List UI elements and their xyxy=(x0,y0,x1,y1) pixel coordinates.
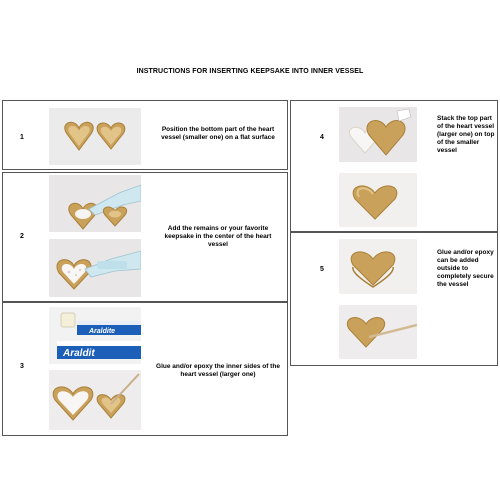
photo-heart-vessel-side xyxy=(339,239,417,294)
photo-stacking-vessel xyxy=(339,107,417,162)
step-5-panel xyxy=(290,232,498,366)
photo-adding-keepsake xyxy=(49,175,141,232)
step-number: 2 xyxy=(20,233,24,240)
step-text: Position the bottom part of the heart vessel (smaller one) on a flat surface xyxy=(161,126,275,141)
photo-filled-heart-vessel xyxy=(49,239,141,297)
step-number: 1 xyxy=(20,134,24,141)
step-number: 5 xyxy=(320,266,324,273)
photo-epoxy-outside xyxy=(339,305,417,359)
photo-glue-tube xyxy=(49,307,141,364)
step-1-panel xyxy=(2,100,288,170)
step-text: Add the remains or your favorite keepsake in the center of the heart vessel xyxy=(164,225,272,248)
page-title: INSTRUCTIONS FOR INSERTING KEEPSAKE INTO INNER VESSEL xyxy=(136,68,364,75)
glue-tube-label-bottom: Araldit xyxy=(63,348,95,359)
step-number: 3 xyxy=(20,363,24,370)
step-3-panel xyxy=(2,302,288,436)
step-text: Glue and/or epoxy the inner sides of the heart vessel (larger one) xyxy=(156,363,280,378)
step-2-panel xyxy=(2,172,288,302)
photo-glued-heart-vessels xyxy=(49,370,141,430)
photo-closed-heart-vessel xyxy=(339,173,417,227)
glue-tube-label-top: Araldite xyxy=(89,328,116,335)
step-text: Stack the top part of the heart vessel (larger one) on top of the smaller vessel xyxy=(437,115,495,154)
photo-two-heart-vessels xyxy=(49,108,141,165)
step-text: Glue and/or epoxy can be added outside to completely secure the vessel xyxy=(437,249,494,288)
step-number: 4 xyxy=(320,134,324,141)
step-4-panel xyxy=(290,100,498,232)
